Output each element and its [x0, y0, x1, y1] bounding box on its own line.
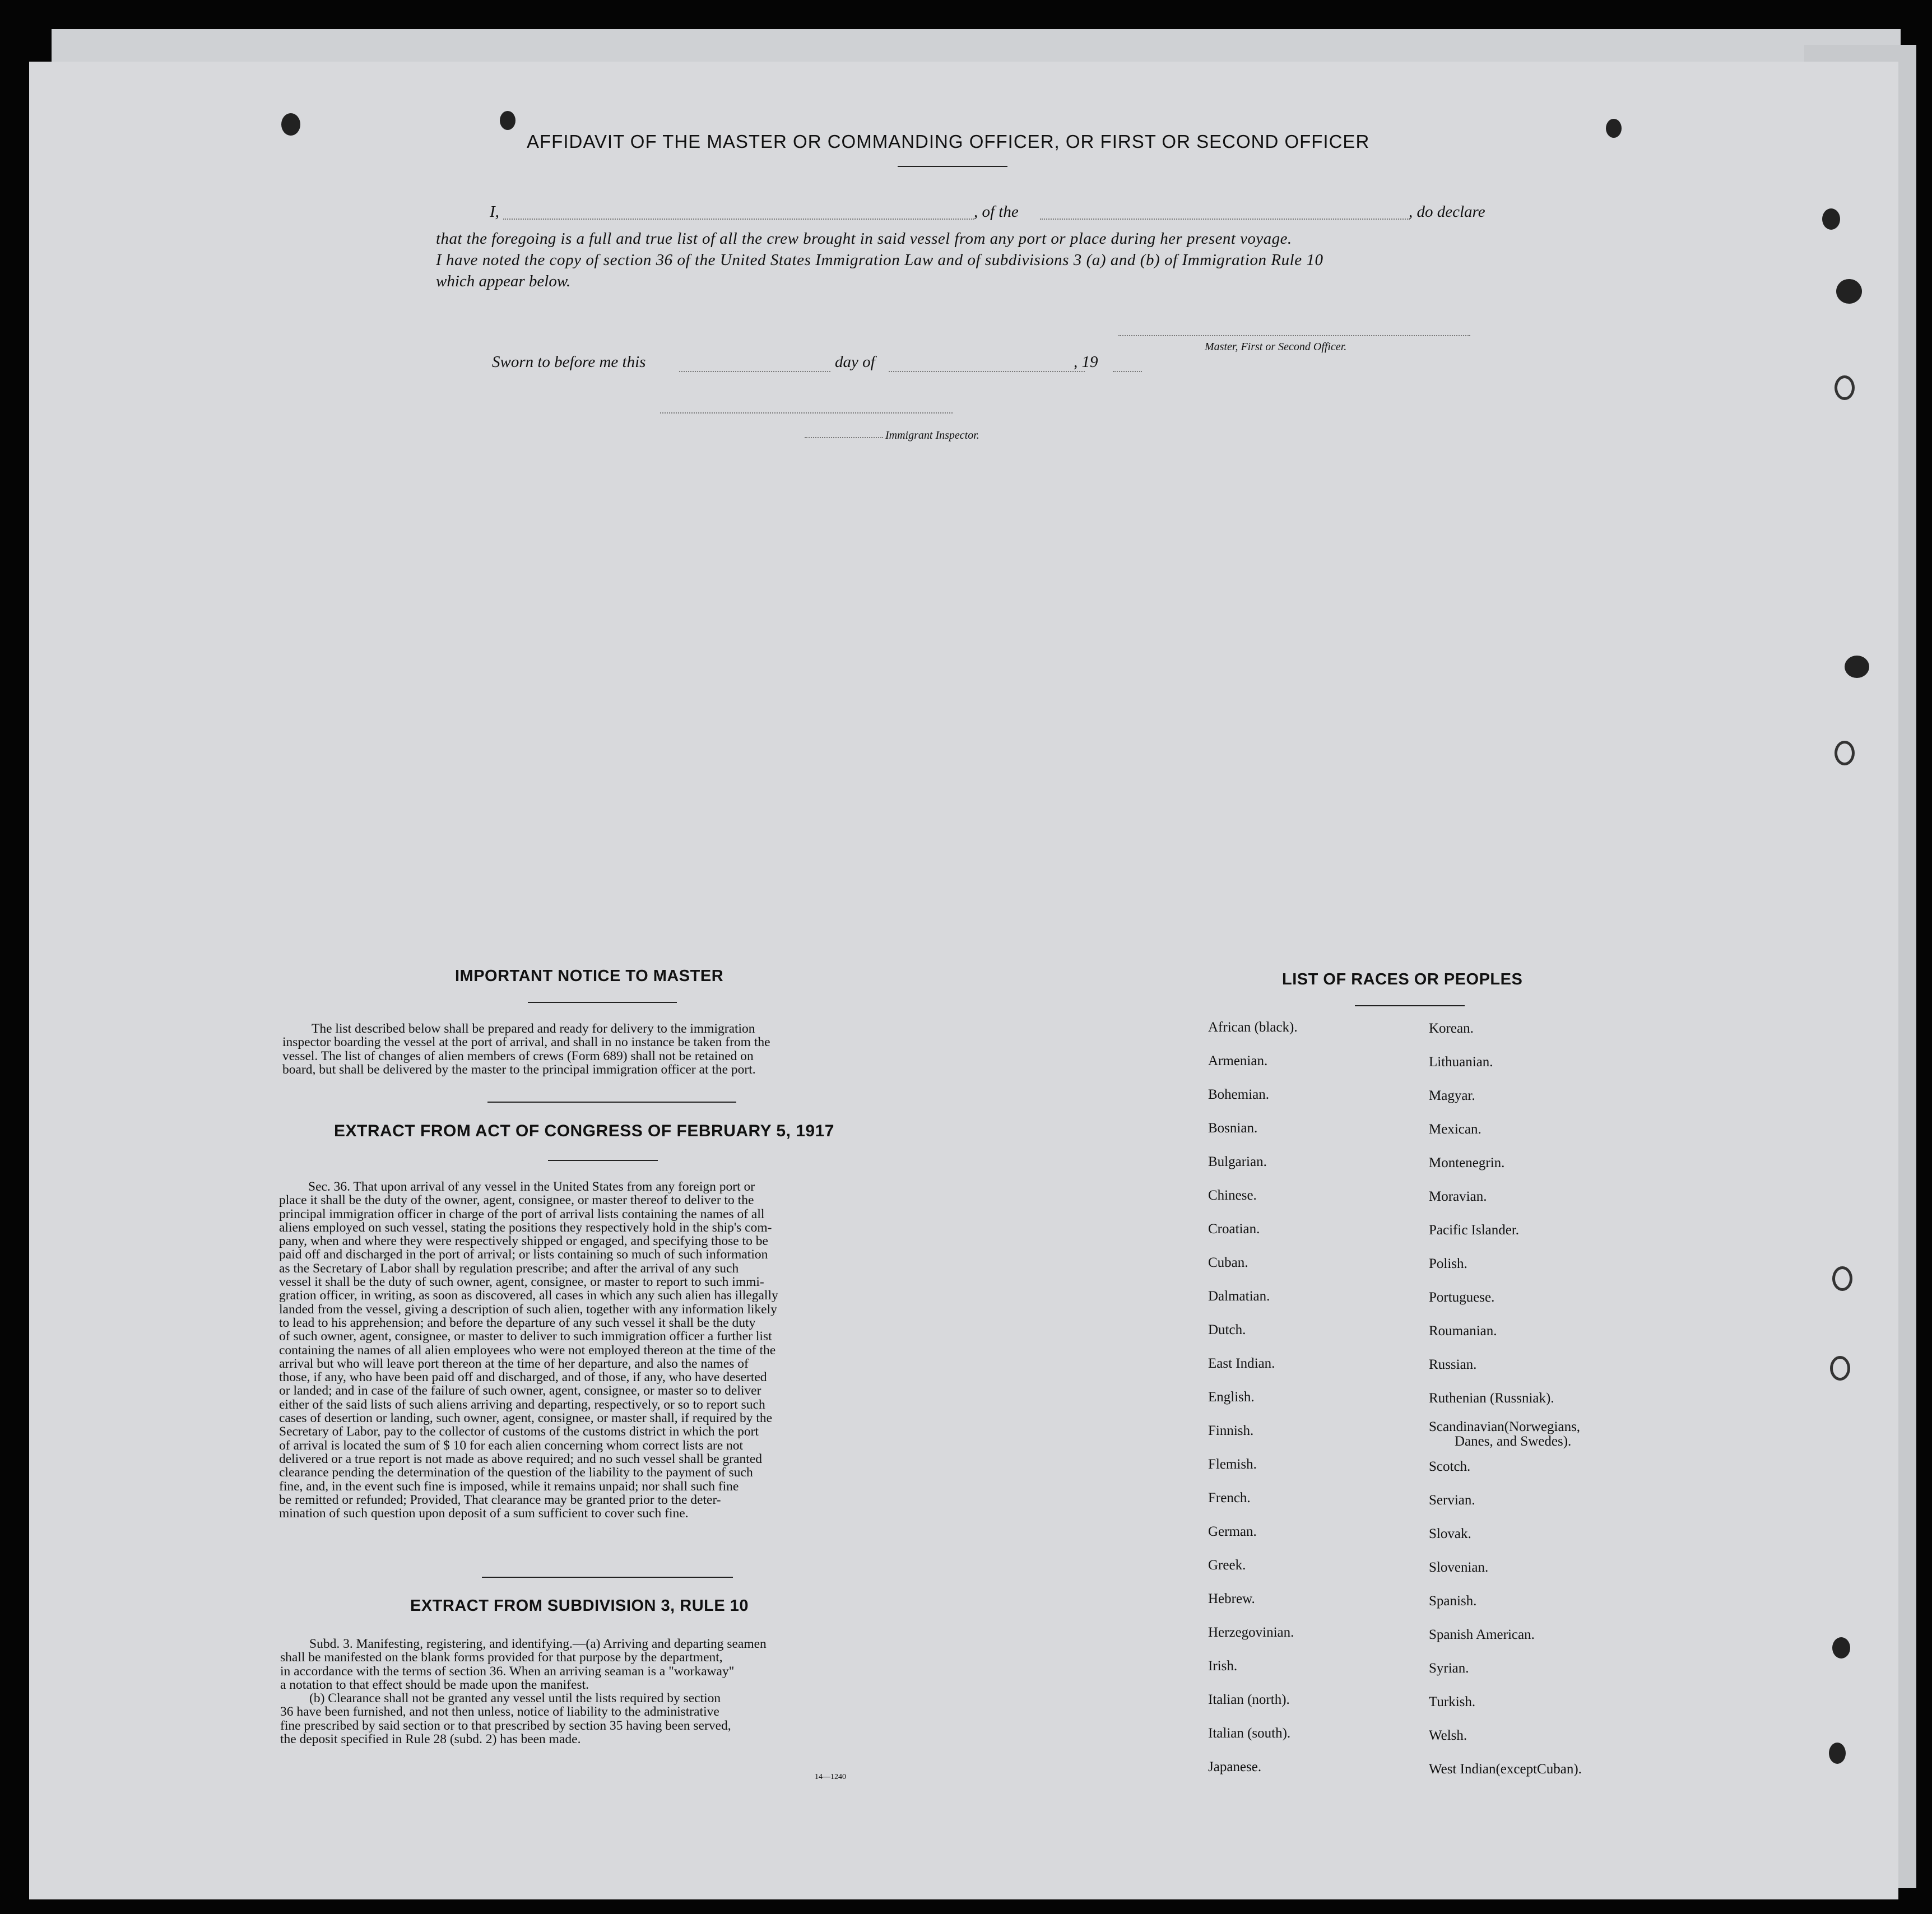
act-paragraph [279, 1180, 941, 1520]
race-item [1429, 1420, 1580, 1449]
act-line: Secretary of Labor, pay to the collector of customs of the customs district in which the port [279, 1424, 759, 1439]
race-item: Herzegovinian. [1208, 1625, 1294, 1640]
act-line: containing the names of all alien employees who were not employed thereon at the time of the [279, 1342, 776, 1358]
rule10-line: fine prescribed by said section or to that prescribed by section 35 having been served, [280, 1718, 731, 1733]
race-item-line: Scandinavian(Norwegians, [1429, 1419, 1581, 1434]
race-item: Italian (south). [1208, 1726, 1291, 1741]
punch-hole [500, 111, 515, 130]
race-item: African (black). [1208, 1020, 1298, 1035]
year-blank[interactable] [1113, 371, 1142, 372]
act-line: paid off and discharged in the port of arrival; or lists containing so much of such information [279, 1247, 768, 1262]
act-line: those, if any, who have been paid off and discharged, and of those, if any, who have deserted [279, 1370, 767, 1385]
race-item: Croatian. [1208, 1221, 1260, 1237]
act-line: arrival but who will leave port thereon at the time of her departure, and also the names of [279, 1356, 749, 1371]
notice-underline [528, 1002, 677, 1003]
act-line: fine, and, in the event such fine is imposed, while it remains unpaid; nor shall such fine [279, 1479, 739, 1494]
vessel-blank[interactable] [1040, 219, 1410, 220]
notice-paragraph [282, 1022, 945, 1076]
sworn-year: , 19 [1074, 353, 1098, 371]
inspector-caption: Immigrant Inspector. [885, 429, 979, 442]
rule10-title: EXTRACT FROM SUBDIVISION 3, RULE 10 [410, 1597, 749, 1615]
punch-hole [1845, 656, 1869, 678]
act-line: cases of desertion or landing, such owner, agent, consignee, or master shall, if required by the [279, 1411, 773, 1426]
month-blank[interactable] [889, 371, 1085, 372]
race-item: Moravian. [1429, 1189, 1487, 1204]
rule10-line: shall be manifested on the blank forms provided for that purpose by the department, [280, 1650, 723, 1665]
title-underline [898, 166, 1007, 167]
act-line: aliens employed on such vessel, stating the positions they respectively hold in the ship's com- [279, 1220, 772, 1235]
section-divider [487, 1102, 736, 1103]
act-line: as the Secretary of Labor shall by regulation prescribe; and after the arrival of any such [279, 1261, 739, 1276]
race-item: Chinese. [1208, 1188, 1257, 1203]
inspector-signature-blank[interactable] [660, 412, 953, 414]
rule10-line: the deposit specified in Rule 28 (subd. 2) has been made. [280, 1732, 581, 1747]
race-item: English. [1208, 1390, 1255, 1405]
race-item: Russian. [1429, 1357, 1477, 1372]
races-underline [1355, 1005, 1465, 1006]
affidavit-line-of-the: , of the [974, 203, 1019, 221]
day-blank[interactable] [679, 371, 830, 372]
punch-hole [1829, 1743, 1846, 1764]
act-line: mination of such question upon deposit of a sum sufficient to cover such fine. [279, 1506, 689, 1521]
race-item: Ruthenian (Russniak). [1429, 1391, 1554, 1406]
affidavit-line-i: I, [490, 203, 499, 221]
act-underline [548, 1160, 658, 1161]
race-item: Polish. [1429, 1256, 1467, 1271]
sworn-prefix: Sworn to before me this [492, 353, 646, 371]
race-item: Roumanian. [1429, 1323, 1497, 1339]
act-line: either of the said lists of such aliens arriving and departing, respectively, or so to report such [279, 1397, 765, 1412]
race-item: Welsh. [1429, 1728, 1467, 1743]
inspector-caption-lead [805, 437, 883, 438]
punch-hole [281, 113, 300, 136]
race-item: Turkish. [1429, 1694, 1476, 1709]
race-item: Bulgarian. [1208, 1154, 1267, 1169]
race-item: Finnish. [1208, 1423, 1254, 1438]
race-item: Servian. [1429, 1493, 1475, 1508]
race-item: Armenian. [1208, 1053, 1268, 1069]
act-title: EXTRACT FROM ACT OF CONGRESS OF FEBRUARY 5, 1917 [334, 1122, 834, 1140]
act-line: landed from the vessel, giving a description of such alien, together with any information likely [279, 1302, 777, 1317]
punch-hole [1836, 279, 1862, 304]
act-line: or landed; and in case of the failure of such owner, agent, consignee, or master so to deliver [279, 1383, 761, 1399]
affidavit-body-line-1: that the foregoing is a full and true list of all the crew brought in said vessel from any port or place during her present voyage. [436, 230, 1292, 248]
sworn-day-of: day of [835, 353, 875, 371]
notice-title: IMPORTANT NOTICE TO MASTER [455, 967, 724, 985]
act-line: of arrival is located the sum of $ 10 for each alien concerning whom correct lists are not [279, 1438, 744, 1453]
name-blank[interactable] [503, 219, 974, 220]
notice-line: inspector boarding the vessel at the port of arrival, and shall in no instance be taken from the [282, 1035, 770, 1050]
section-divider [482, 1577, 733, 1578]
rule10-line: a notation to that effect should be made upon the manifest. [280, 1677, 589, 1692]
race-item: Mexican. [1429, 1122, 1481, 1137]
rule10-line: Subd. 3. Manifesting, registering, and identifying.—(a) Arriving and departing seamen [309, 1637, 767, 1651]
affidavit-body-line-3: which appear below. [436, 272, 571, 290]
race-item: Spanish. [1429, 1594, 1477, 1609]
signature-caption: Master, First or Second Officer. [1205, 341, 1347, 353]
form-number: 14—1240 [815, 1773, 846, 1781]
race-item-line: Danes, and Swedes). [1455, 1434, 1572, 1449]
race-item: French. [1208, 1490, 1251, 1506]
affidavit-body-line-2: I have noted the copy of section 36 of the United States Immigration Law and of subdivisions 3 (a) and (b) of Immigration Rule 10 [436, 251, 1323, 269]
act-line: Sec. 36. That upon arrival of any vessel in the United States from any foreign port or [308, 1179, 755, 1194]
punch-hole [1835, 741, 1855, 765]
race-item: Scotch. [1429, 1459, 1471, 1474]
race-item: Portuguese. [1429, 1290, 1495, 1305]
race-item: Montenegrin. [1429, 1155, 1505, 1170]
race-item: Dalmatian. [1208, 1289, 1270, 1304]
race-item: Slovenian. [1429, 1560, 1489, 1575]
act-line: to lead to his apprehension; and before the departure of any such vessel it shall be the duty [279, 1315, 756, 1330]
affidavit-title: AFFIDAVIT OF THE MASTER OR COMMANDING OFFICER, OR FIRST OR SECOND OFFICER [527, 131, 1370, 152]
signature-blank[interactable] [1118, 335, 1470, 336]
act-line: pany, when and where they were respectively shipped or engaged, and specifying those to be [279, 1234, 768, 1249]
race-item: Magyar. [1429, 1088, 1475, 1103]
rule10-line: (b) Clearance shall not be granted any vessel until the lists required by section [309, 1691, 721, 1706]
race-item: Bohemian. [1208, 1087, 1270, 1102]
punch-hole [1835, 375, 1855, 400]
punch-hole [1822, 208, 1840, 230]
punch-hole [1832, 1266, 1852, 1291]
act-line: vessel it shall be the duty of such owner, agent, consignee, or master to report to such immi- [279, 1275, 764, 1290]
race-item: Spanish American. [1429, 1627, 1535, 1642]
document-page [29, 62, 1898, 1899]
race-item: Japanese. [1208, 1759, 1262, 1774]
notice-line: board, but shall be delivered by the master to the principal immigration officer at the port. [282, 1062, 756, 1077]
rule10-paragraph [280, 1637, 942, 1746]
race-item: Hebrew. [1208, 1591, 1255, 1606]
act-line: delivered or a true report is not made as above required; and no such vessel shall be granted [279, 1451, 763, 1466]
race-item: Flemish. [1208, 1457, 1257, 1472]
race-item: German. [1208, 1524, 1257, 1539]
act-line: clearance pending the determination of the question of the liability to the payment of such [279, 1465, 753, 1480]
act-line: be remitted or refunded; Provided, That clearance may be granted prior to the deter- [279, 1492, 721, 1507]
race-item: Pacific Islander. [1429, 1223, 1520, 1238]
rule10-line: 36 have been furnished, and not then unless, notice of liability to the administrative [280, 1704, 719, 1720]
notice-line: The list described below shall be prepared and ready for delivery to the immigration [312, 1021, 755, 1036]
punch-hole [1830, 1356, 1850, 1381]
race-item: Bosnian. [1208, 1121, 1258, 1136]
race-item: Irish. [1208, 1659, 1238, 1674]
act-line: of such owner, agent, consignee, or master to deliver to such immigration officer a further list [279, 1329, 772, 1344]
race-item: West Indian(exceptCuban). [1429, 1762, 1582, 1777]
race-item: Cuban. [1208, 1255, 1248, 1270]
act-line: gration officer, in writing, as soon as discovered, all cases in which any such alien has illegally [279, 1288, 778, 1303]
race-item: Greek. [1208, 1558, 1246, 1573]
affidavit-line-do-declare: , do declare [1409, 203, 1485, 221]
races-title: LIST OF RACES OR PEOPLES [1282, 970, 1523, 988]
act-line: place it shall be the duty of the owner, agent, consignee, or master thereof to deliver to the [279, 1193, 754, 1208]
race-item: Dutch. [1208, 1322, 1246, 1337]
race-item: Lithuanian. [1429, 1054, 1493, 1070]
race-item: Slovak. [1429, 1526, 1471, 1541]
punch-hole [1606, 119, 1622, 138]
punch-hole [1832, 1637, 1850, 1659]
rule10-line: in accordance with the terms of section 36. When an arriving seaman is a "workaway" [280, 1664, 735, 1679]
race-item: Syrian. [1429, 1661, 1469, 1676]
notice-line: vessel. The list of changes of alien members of crews (Form 689) shall not be retained on [282, 1048, 754, 1063]
race-item: Italian (north). [1208, 1692, 1290, 1707]
act-line: principal immigration officer in charge of the port of arrival lists containing the names of all [279, 1206, 765, 1221]
race-item: East Indian. [1208, 1356, 1275, 1371]
race-item: Korean. [1429, 1021, 1474, 1036]
